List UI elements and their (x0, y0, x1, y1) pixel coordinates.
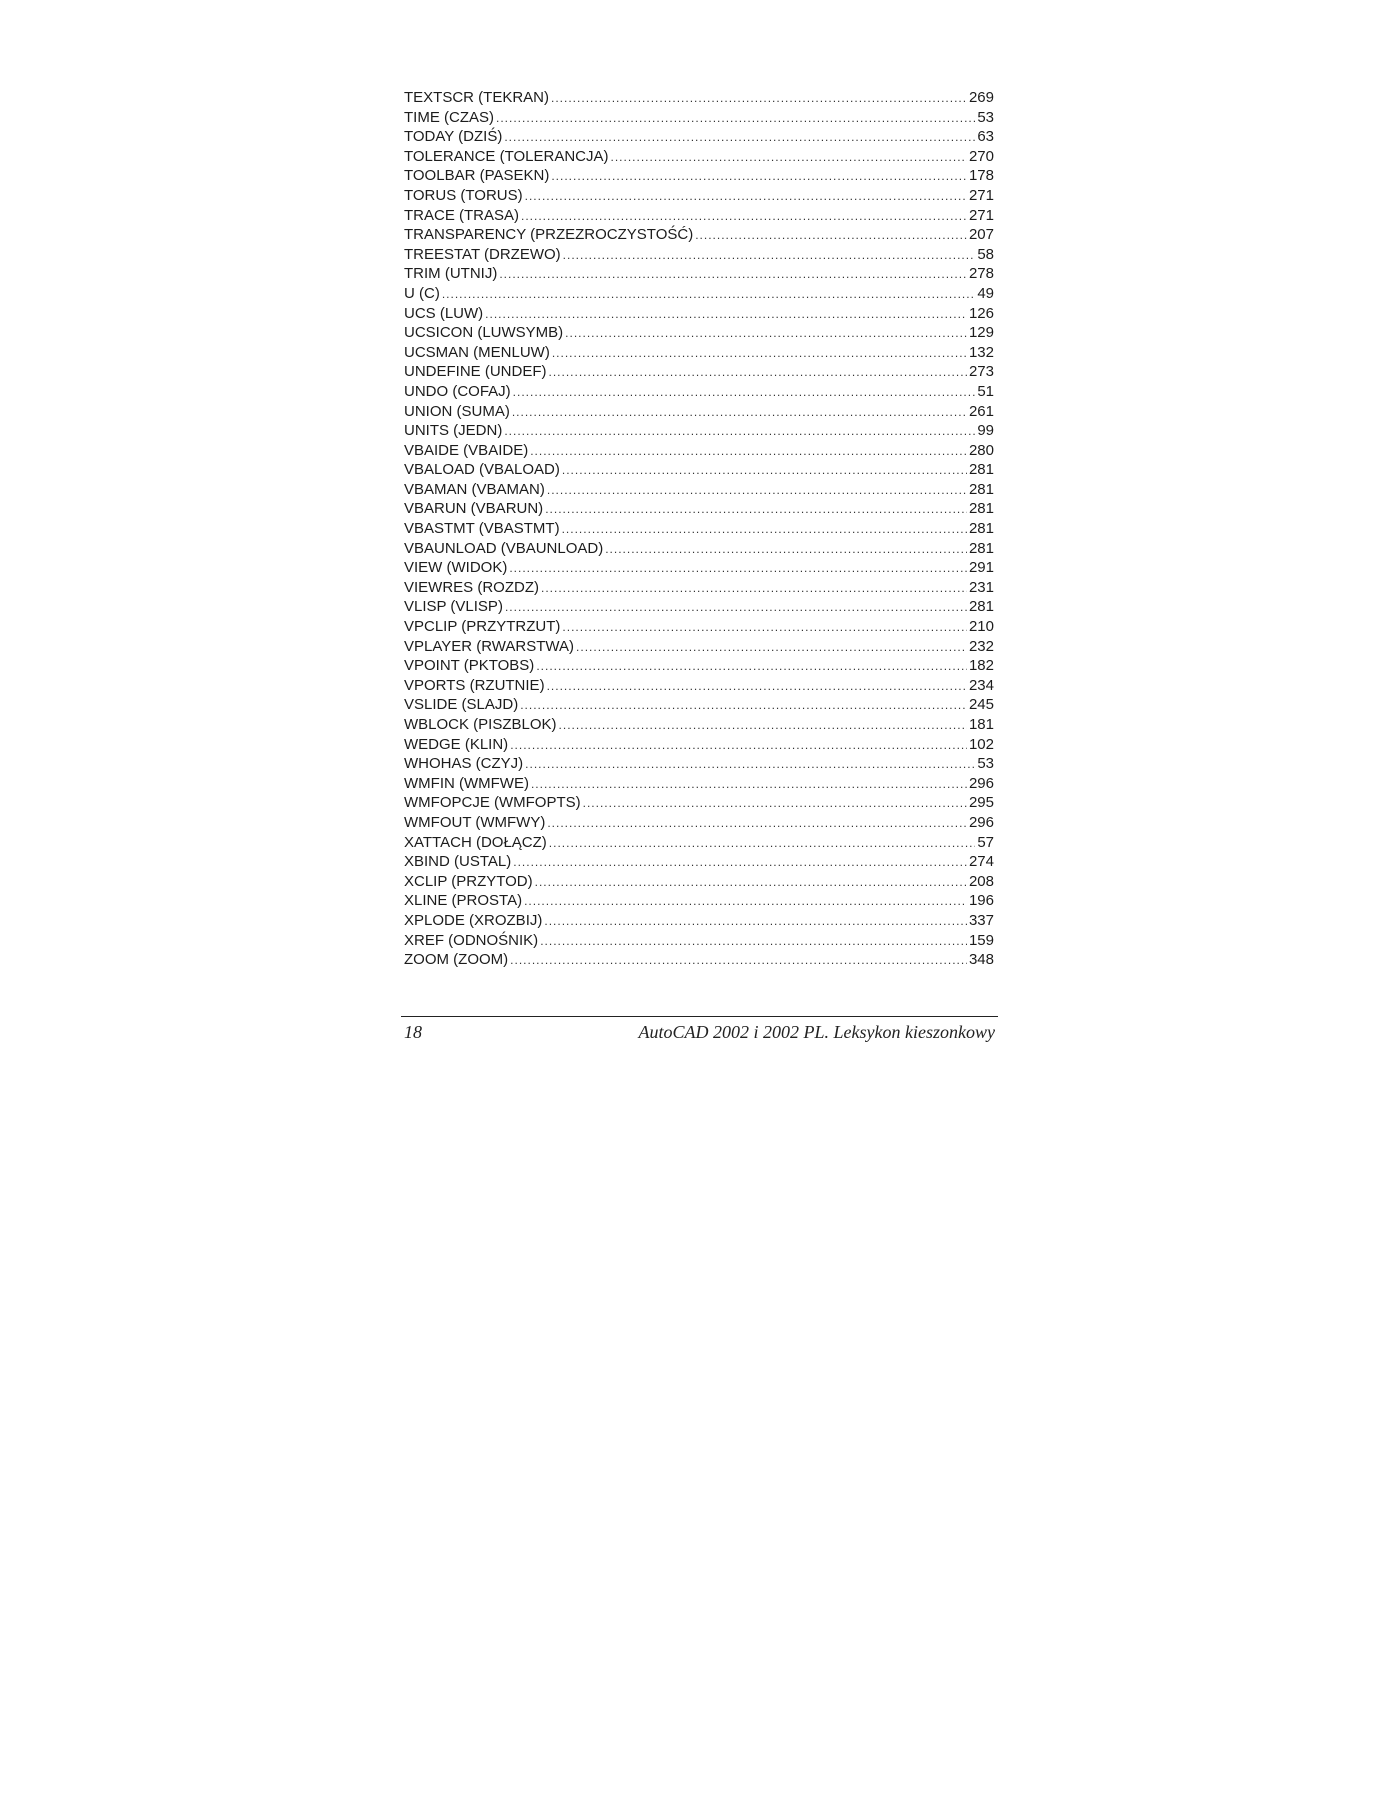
dot-leader (562, 618, 967, 637)
index-entry-page: 281 (968, 480, 994, 498)
index-entry-label: XLINE (PROSTA) (404, 892, 523, 910)
index-entry (404, 833, 994, 853)
index-entry-page: 281 (968, 598, 994, 616)
dot-leader (505, 598, 967, 617)
index-entry (404, 813, 994, 833)
index-entry-label: UNDO (COFAJ) (404, 382, 511, 400)
index-entry-label: XBIND (USTAL) (404, 853, 512, 871)
dot-leader (547, 677, 967, 696)
index-entry (404, 754, 994, 774)
index-entry-page: 296 (968, 774, 994, 792)
index-entry-label: TRANSPARENCY (PRZEZROCZYSTOŚĆ) (404, 226, 694, 244)
dot-leader (496, 109, 975, 128)
index-entry (404, 715, 994, 735)
index-entry (404, 578, 994, 598)
index-entry-page: 178 (968, 167, 994, 185)
index-entry-label: VPORTS (RZUTNIE) (404, 676, 545, 694)
index-entry-page: 280 (968, 441, 994, 459)
dot-leader (540, 932, 967, 951)
index-entry-page: 271 (968, 206, 994, 224)
index-entry (404, 558, 994, 578)
dot-leader (605, 540, 967, 559)
index-entry (404, 186, 994, 206)
index-entry-label: VBAUNLOAD (VBAUNLOAD) (404, 539, 604, 557)
index-entry (404, 852, 994, 872)
index-entry-page: 348 (968, 951, 994, 969)
index-entry-label: TORUS (TORUS) (404, 186, 523, 204)
index-entry-label: WBLOCK (PISZBLOK) (404, 716, 557, 733)
index-entry (404, 539, 994, 559)
index-entry-page: 295 (968, 794, 994, 812)
index-entry (404, 441, 994, 461)
index-entry (404, 225, 994, 245)
index-entry-page: 281 (968, 500, 994, 518)
index-entry-page: 296 (968, 813, 994, 831)
index-entry-page: 234 (968, 676, 994, 694)
index-entry-page: 278 (968, 265, 994, 283)
index-entry (404, 245, 994, 265)
index-entry-label: VPCLIP (PRZYTRZUT) (404, 618, 561, 636)
index-entry-page: 232 (968, 637, 994, 655)
index-entry-page: 196 (968, 892, 994, 910)
index-entry-label: TOLERANCE (TOLERANCJA) (404, 147, 609, 165)
dot-leader (525, 187, 967, 206)
dot-leader (552, 344, 967, 363)
dot-leader (547, 814, 967, 833)
index-entry-page: 261 (968, 402, 994, 420)
dot-leader (544, 912, 967, 931)
index-entry-page: 281 (968, 539, 994, 557)
index-entry-page: 49 (977, 284, 994, 302)
index-entry (404, 460, 994, 480)
dot-leader (535, 873, 967, 892)
index-entry (404, 108, 994, 128)
index-entry-label: XREF (ODNOŚNIK) (404, 931, 539, 949)
index-entry (404, 343, 994, 363)
index-entry (404, 637, 994, 657)
dot-leader (521, 207, 967, 226)
index-entry-label: VIEW (WIDOK) (404, 559, 508, 577)
dot-leader (499, 265, 967, 284)
index-entry (404, 206, 994, 226)
index-entry-page: 269 (968, 89, 994, 106)
index-list (404, 88, 994, 970)
index-entry-label: VSLIDE (SLAJD) (404, 696, 519, 714)
index-entry (404, 793, 994, 813)
index-entry-page: 51 (977, 382, 994, 400)
index-entry (404, 362, 994, 382)
index-entry-label: VPLAYER (RWARSTWA) (404, 637, 575, 655)
index-entry-label: WEDGE (KLIN) (404, 735, 509, 753)
index-entry-label: TODAY (DZIŚ) (404, 128, 503, 146)
index-entry-label: VBAMAN (VBAMAN) (404, 480, 545, 498)
dot-leader (504, 128, 975, 147)
index-entry-page: 245 (968, 696, 994, 714)
index-entry-page: 337 (968, 911, 994, 929)
index-entry-label: UNITS (JEDN) (404, 422, 503, 440)
index-entry-page: 270 (968, 147, 994, 165)
dot-leader (583, 794, 967, 813)
index-entry-page: 53 (977, 755, 994, 773)
index-entry-label: UCSICON (LUWSYMB) (404, 324, 564, 342)
index-entry-label: VIEWRES (ROZDZ) (404, 578, 539, 596)
index-entry-label: UCS (LUW) (404, 304, 484, 322)
index-entry-label: UNION (SUMA) (404, 402, 510, 420)
footer-rule (401, 1016, 998, 1017)
index-entry-page: 281 (968, 461, 994, 479)
index-entry-label: TIME (CZAS) (404, 108, 494, 126)
index-entry-label: TRIM (UTNIJ) (404, 265, 498, 283)
dot-leader (513, 383, 976, 402)
index-entry-label: XPLODE (XROZBIJ) (404, 911, 543, 929)
index-entry-label: VBARUN (VBARUN) (404, 500, 544, 518)
index-entry (404, 480, 994, 500)
index-entry (404, 304, 994, 324)
dot-leader (536, 657, 967, 676)
index-entry-page: 210 (968, 618, 994, 636)
index-entry-page: 181 (968, 716, 994, 733)
index-entry (404, 264, 994, 284)
index-entry-label: XCLIP (PRZYTOD) (404, 872, 533, 890)
dot-leader (545, 500, 967, 519)
index-entry (404, 519, 994, 539)
dot-leader (520, 696, 967, 715)
index-entry-label: VLISP (VLISP) (404, 598, 503, 616)
index-entry (404, 695, 994, 715)
index-entry-label: WMFOPCJE (WMFOPTS) (404, 794, 581, 812)
index-entry-label: WMFOUT (WMFWY) (404, 813, 546, 831)
dot-leader (563, 246, 976, 265)
index-entry-label: VPOINT (PKTOBS) (404, 657, 535, 675)
index-entry (404, 88, 994, 108)
dot-leader (562, 461, 967, 480)
index-entry-page: 126 (968, 304, 994, 322)
index-entry-page: 129 (968, 324, 994, 342)
index-entry-page: 273 (968, 363, 994, 381)
dot-leader (549, 363, 967, 382)
dot-leader (510, 951, 967, 970)
index-entry (404, 284, 994, 304)
index-entry-page: 231 (968, 578, 994, 596)
index-entry (404, 323, 994, 343)
index-entry-page: 99 (977, 422, 994, 440)
dot-leader (551, 89, 967, 108)
index-entry-page: 281 (968, 520, 994, 538)
index-entry-label: WHOHAS (CZYJ) (404, 755, 524, 773)
index-entry-label: TREESTAT (DRZEWO) (404, 245, 561, 263)
index-entry-label: UNDEFINE (UNDEF) (404, 363, 547, 381)
index-entry-label: WMFIN (WMFWE) (404, 774, 529, 792)
dot-leader (576, 638, 967, 657)
dot-leader (513, 853, 967, 872)
index-entry-label: XATTACH (DOŁĄCZ) (404, 833, 547, 851)
index-entry (404, 127, 994, 147)
dot-leader (541, 579, 967, 598)
index-entry-label: VBALOAD (VBALOAD) (404, 461, 560, 479)
dot-leader (530, 442, 967, 461)
footer-book-title: AutoCAD 2002 i 2002 PL. Leksykon kieszonkowy (638, 1022, 995, 1042)
index-entry-label: TOOLBAR (PASEKN) (404, 167, 550, 185)
index-entry (404, 382, 994, 402)
index-entry (404, 735, 994, 755)
index-entry-page: 207 (968, 226, 994, 244)
index-entry-page: 53 (977, 108, 994, 126)
dot-leader (509, 559, 967, 578)
index-entry (404, 402, 994, 422)
index-entry (404, 950, 994, 970)
dot-leader (512, 403, 967, 422)
index-entry-page: 132 (968, 343, 994, 361)
index-entry (404, 617, 994, 637)
index-entry-label: ZOOM (ZOOM) (404, 951, 509, 969)
index-entry-label: TRACE (TRASA) (404, 206, 520, 224)
dot-leader (551, 167, 967, 186)
index-entry (404, 774, 994, 794)
dot-leader (525, 755, 975, 774)
index-entry-label: U (C) (404, 284, 440, 302)
footer-page-number: 18 (404, 1022, 422, 1042)
index-entry-label: TEXTSCR (TEKRAN) (404, 89, 550, 106)
index-entry-page: 102 (968, 735, 994, 753)
index-entry-label: VBASTMT (VBASTMT) (404, 520, 560, 538)
index-entry-label: UCSMAN (MENLUW) (404, 343, 550, 361)
index-entry-page: 58 (977, 245, 994, 263)
dot-leader (442, 285, 975, 304)
index-entry (404, 147, 994, 167)
dot-leader (547, 481, 967, 500)
index-entry (404, 597, 994, 617)
index-entry (404, 676, 994, 696)
index-entry (404, 421, 994, 441)
index-entry (404, 872, 994, 892)
dot-leader (549, 834, 976, 853)
index-entry-page: 57 (977, 833, 994, 851)
index-entry-page: 274 (968, 853, 994, 871)
dot-leader (510, 736, 967, 755)
dot-leader (562, 520, 967, 539)
dot-leader (611, 148, 967, 167)
index-entry-page: 291 (968, 559, 994, 577)
index-entry (404, 499, 994, 519)
dot-leader (565, 324, 967, 343)
dot-leader (559, 716, 967, 735)
dot-leader (485, 305, 967, 324)
page-footer (404, 1022, 995, 1043)
dot-leader (504, 422, 975, 441)
index-entry (404, 911, 994, 931)
index-entry (404, 931, 994, 951)
index-entry-page: 63 (977, 128, 994, 146)
index-entry (404, 166, 994, 186)
index-entry-page: 271 (968, 186, 994, 204)
index-entry (404, 891, 994, 911)
dot-leader (524, 892, 967, 911)
dot-leader (531, 775, 967, 794)
index-entry-label: VBAIDE (VBAIDE) (404, 441, 529, 459)
index-entry-page: 159 (968, 931, 994, 949)
index-entry-page: 208 (968, 872, 994, 890)
dot-leader (695, 226, 967, 245)
index-entry (404, 656, 994, 676)
index-entry-page: 182 (968, 657, 994, 675)
